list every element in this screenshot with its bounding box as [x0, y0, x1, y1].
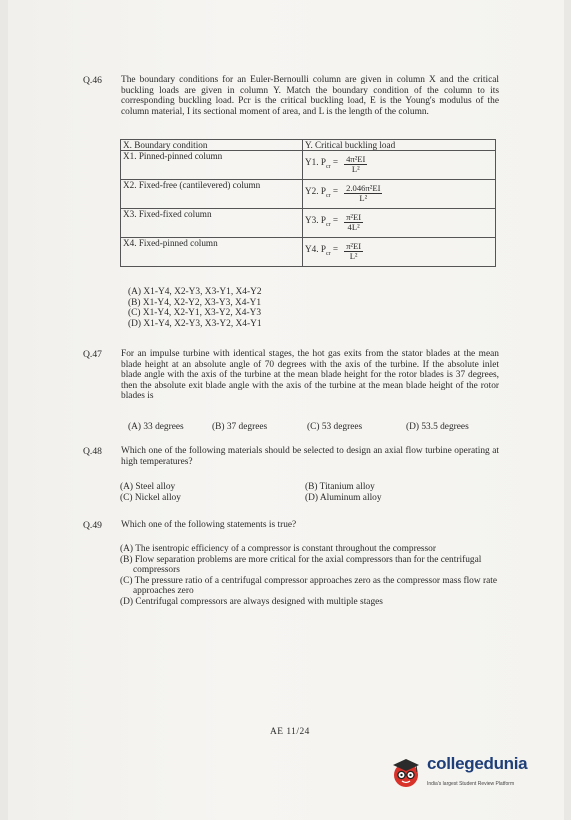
y2-label: Y2. P [305, 186, 326, 197]
y2-numerator: 2.046π²EI [346, 183, 381, 193]
option-48-d: (D) Aluminum alloy [305, 493, 382, 503]
exam-page [8, 0, 564, 820]
collegedunia-logo [385, 748, 528, 798]
option-46-b: (B) X1-Y4, X2-Y2, X3-Y3, X4-Y1 [128, 297, 262, 308]
y3-label: Y3. P [305, 215, 326, 226]
buckling-load-y4: Y4. $P_{cr}$ = $\frac{\text{π²EI}}{\text{L²}}$ [303, 238, 496, 267]
y1-numerator: 4π²EI [346, 154, 366, 164]
y3-denominator: 4L² [347, 222, 360, 232]
option-48-a: (A) Steel alloy [120, 482, 176, 492]
buckling-load-y1: Y1. $P_{cr}$ = $\frac{\text{4π²EI}}{\text{L²}}$ [303, 151, 496, 180]
option-47-d: (D) 53.5 degrees [406, 422, 469, 432]
y3-fraction [344, 213, 363, 232]
brand-tagline: India's largest Student Review Platform [427, 781, 515, 787]
option-48-c: (C) Nickel alloy [120, 493, 181, 503]
column-y-header: Y. Critical buckling load [303, 140, 496, 151]
options-49 [120, 544, 498, 608]
y2-denominator: L² [359, 193, 368, 203]
y1-denominator: L² [351, 164, 360, 174]
option-47-c: (C) 53 degrees [307, 422, 363, 432]
y1-label: Y1. P [305, 157, 326, 168]
y4-fraction [344, 242, 363, 261]
matching-table [120, 139, 496, 267]
question-number-46: Q.46 [83, 75, 102, 86]
question-number-47: Q.47 [83, 349, 102, 360]
option-49-b: (B) Flow separation problems are more critical for the axial compressors than for the centrifugal compressors [120, 554, 482, 576]
boundary-condition-x4: X4. Fixed-pinned column [121, 238, 303, 267]
buckling-load-y3: Y3. $P_{cr}$ = $\frac{\text{π²EI}}{\text{4L²}}$ [303, 209, 496, 238]
page-number: AE 11/24 [270, 727, 310, 737]
option-46-a: (A) X1-Y4, X2-Y3, X3-Y1, X4-Y2 [128, 287, 262, 297]
option-49-c: (C) The pressure ratio of a centrifugal compressor approaches zero as the compressor mass flow rate approaches zero [120, 575, 498, 597]
option-46-d: (D) X1-Y4, X2-Y3, X3-Y2, X4-Y1 [128, 318, 262, 329]
buckling-load-y2: Y2. $P_{cr}$ = $\frac{\text{2.046π²EI}}{\text{L²}}$ [303, 180, 496, 209]
boundary-condition-x3: X3. Fixed-fixed column [121, 209, 303, 238]
boundary-condition-x1: X1. Pinned-pinned column [121, 151, 303, 180]
y3-numerator: π²EI [346, 212, 362, 222]
option-49-a: (A) The isentropic efficiency of a compressor is constant throughout the compressor [120, 544, 436, 554]
y4-label: Y4. P [305, 244, 326, 255]
option-48-b: (B) Titanium alloy [305, 482, 375, 492]
question-text-47: For an impulse turbine with identical stages, the hot gas exits from the stator blades at the mean blade height at an absolute angle of 70 degrees with the axis of the turbine. If the absolute inlet blade angle with the axis of the turbine at the mean blade height for the rotor blades is 37 degrees, then the absolute exit blade angle with the axis of the turbine at the mean blade height of the rotor blades is [121, 349, 499, 402]
y2-fraction [344, 184, 382, 203]
brand-name: collegedunia [427, 754, 528, 773]
y4-numerator: π²EI [346, 241, 362, 251]
question-text-49: Which one of the following statements is true? [121, 520, 297, 530]
collegedunia-mascot-icon [389, 756, 423, 790]
boundary-condition-x2: X2. Fixed-free (cantilevered) column [121, 180, 303, 209]
options-46 [128, 287, 262, 329]
option-46-c: (C) X1-Y4, X2-Y1, X3-Y2, X4-Y3 [128, 308, 262, 319]
y1-fraction [344, 155, 367, 174]
question-number-49: Q.49 [83, 520, 102, 531]
option-49-d: (D) Centrifugal compressors are always designed with multiple stages [120, 596, 383, 607]
column-x-header: X. Boundary condition [121, 140, 303, 151]
question-text-46: The boundary conditions for an Euler-Bernoulli column are given in column X and the critical buckling loads are given in column Y. Match the boundary condition of the column to its corresponding buckling load. Pcr is the critical buckling load, E is the Young's modulus of the column material, I its sectional moment of area, and L is the length of the column. [121, 75, 499, 117]
y4-denominator: L² [349, 251, 358, 261]
question-text-48: Which one of the following materials should be selected to design an axial flow turbine operating at high temperatures? [121, 446, 499, 467]
option-47-a: (A) 33 degrees [128, 422, 184, 432]
question-number-48: Q.48 [83, 446, 102, 457]
option-47-b: (B) 37 degrees [212, 422, 268, 432]
